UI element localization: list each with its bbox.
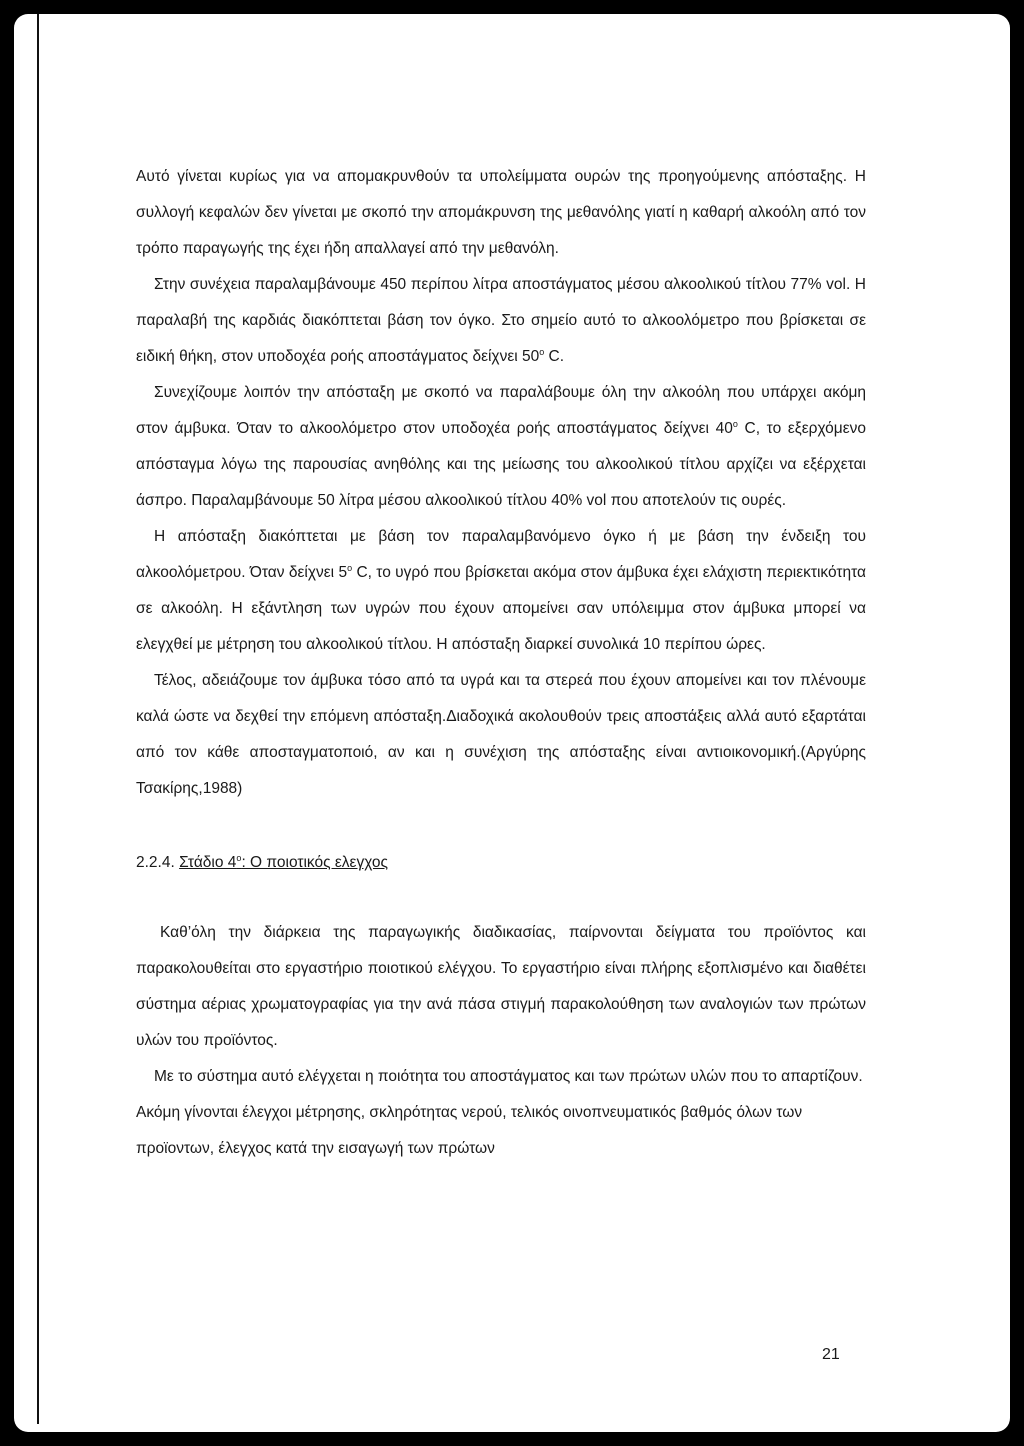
paragraph-heart-collection bbox=[136, 267, 866, 375]
section-number: 2.2.4. bbox=[136, 854, 175, 871]
paragraph-text-after: C, το εξερχόμενο απόσταγμα λόγω της παρουσίας ανηθόλης και της μείωσης του αλκοολικού τίτλου αρχίζει να εξέρχεται άσπρο. Παραλαμβάνουμε 50 λίτρα μέσου αλκοολικού τίτλου 40% vol που αποτελούν τις ουρές. bbox=[136, 420, 866, 509]
paragraph-text: Η απόσταξη διακόπτεται με βάση τον παραλαμβανόμενο όγκο ή με βάση την ένδειξη του αλκοολόμετρου. Όταν δείχνει 5 bbox=[136, 528, 866, 581]
ordinal-superscript: ο bbox=[236, 853, 242, 863]
paragraph-text: Συνεχίζουμε λοιπόν την απόσταξη με σκοπό να παραλάβουμε όλη την αλκοόλη που υπάρχει ακόμη στον άμβυκα. Όταν το αλκοολόμετρο στον υποδοχέα ροής αποστάγματος δείχνει 40 bbox=[136, 384, 866, 437]
section-title-pre: Στάδιο 4 bbox=[179, 854, 237, 871]
paragraph-distillation-end bbox=[136, 519, 866, 663]
binding-margin-line bbox=[37, 14, 39, 1424]
paragraph-heads-collection bbox=[136, 159, 866, 267]
paragraph-tails-collection bbox=[136, 375, 866, 519]
paragraph-text: Αυτό γίνεται κυρίως για να απομακρυνθούν τα υπολείμματα ουρών της προηγούμενης απόσταξης. Η συλλογή κεφαλών δεν γίνεται με σκοπό την απομάκρυνση της μεθανόλης γιατί η καθαρή αλκοόλη από τον τρόπο παραγωγής της έχει ήδη απαλλαγεί από την μεθανόλη. bbox=[136, 168, 866, 257]
paragraph-text-after: C, το υγρό που βρίσκεται ακόμα στον άμβυκα έχει ελάχιστη περιεκτικότητα σε αλκοόλη. Η εξάντληση των υγρών που έχουν απομείνει σαν υπόλειμμα στον άμβυκα μπορεί να ελεγχθεί με μέτρηση του αλκοολικού τίτλου. Η απόσταξη διαρκεί συνολικά 10 περίπου ώρες. bbox=[136, 564, 867, 653]
section-heading bbox=[136, 845, 866, 881]
paragraph-quality-checks bbox=[136, 1059, 866, 1167]
degree-superscript: o bbox=[539, 347, 545, 357]
paragraph-text: Με το σύστημα αυτό ελέγχεται η ποιότητα του αποστάγματος και των πρώτων υλών που το απαρτίζουν. Ακόμη γίνονται έλεγχοι μέτρησης, σκληρότητας νερού, τελικός οινοπνευματικός βαθμός όλων των προϊοντων, έλεγχος κατά την εισαγωγή των πρώτων bbox=[136, 1068, 863, 1157]
document-page bbox=[14, 14, 1010, 1432]
section-title bbox=[179, 854, 388, 871]
paragraph-quality-sampling bbox=[136, 915, 866, 1059]
document-body bbox=[136, 159, 866, 1167]
paragraph-text: Καθ’όλη την διάρκεια της παραγωγικής διαδικασίας, παίρνονται δείγματα του προϊόντος και παρακολουθείται στο εργαστήριο ποιοτικού ελέγχου. Το εργαστήριο είναι πλήρης εξοπλισμένο και διαθέτει σύστημα αέριας χρωματογραφίας για την ανά πάσα στιγμή παρακολούθηση των αναλογιών των πρώτων υλών του προϊόντος. bbox=[136, 924, 866, 1049]
page-number: 21 bbox=[822, 1346, 840, 1363]
paragraph-text: Τέλος, αδειάζουμε τον άμβυκα τόσο από τα υγρά και τα στερεά που έχουν απομείνει και τον πλένουμε καλά ώστε να δεχθεί την επόμενη απόσταξη.Διαδοχικά ακολουθούν τρεις αποστάξεις αλλά αυτό εξαρτάται από τον κάθε αποσταγματοποιό, αν και η συνέχιση της απόσταξης είναι αντιοικονομική.(Αργύρης Τσακίρης,1988) bbox=[136, 672, 866, 797]
paragraph-text-after: C. bbox=[544, 348, 565, 365]
section-title-post: : Ο ποιοτικός ελεγχος bbox=[241, 854, 389, 871]
paragraph-emptying-still bbox=[136, 663, 866, 807]
degree-superscript: o bbox=[347, 563, 353, 573]
degree-superscript: o bbox=[732, 419, 738, 429]
paragraph-text: Στην συνέχεια παραλαμβάνουμε 450 περίπου λίτρα αποστάγματος μέσου αλκοολικού τίτλου 77% vol. Η παραλαβή της καρδιάς διακόπτεται βάση τον όγκο. Στο σημείο αυτό το αλκοολόμετρο που βρίσκεται σε ειδική θήκη, στον υποδοχέα ροής αποστάγματος δείχνει 50 bbox=[136, 276, 866, 365]
